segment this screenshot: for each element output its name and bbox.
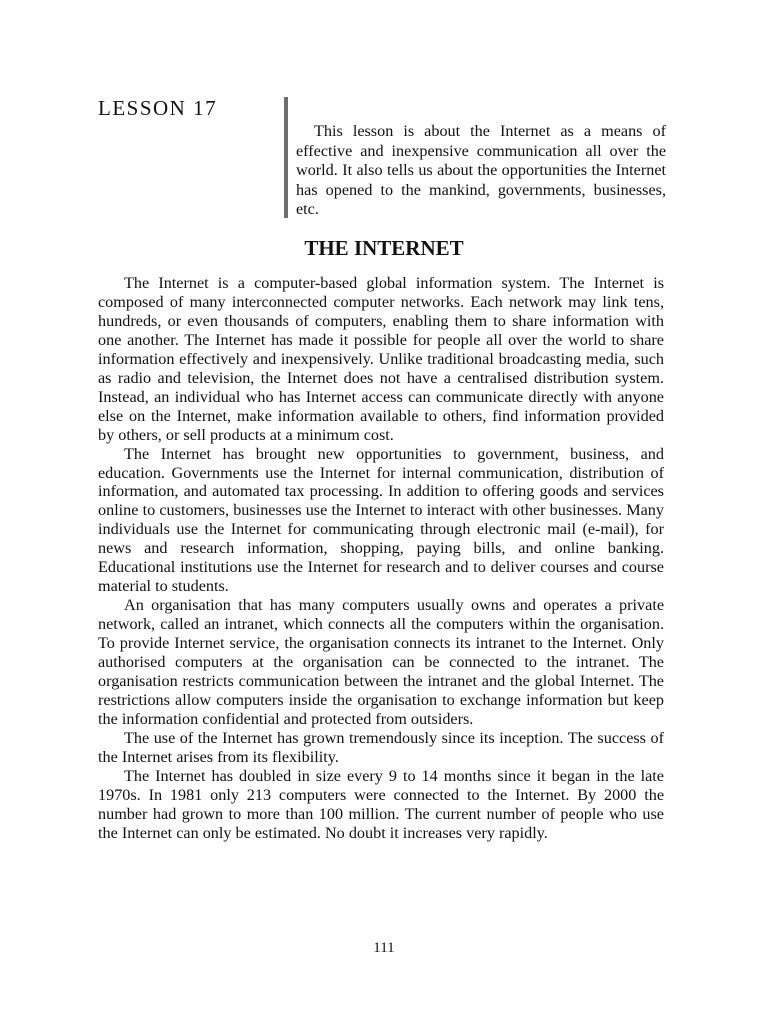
page-title: THE INTERNET xyxy=(304,236,464,260)
intro-accent-bar xyxy=(284,97,288,218)
page-number: 111 xyxy=(373,940,395,956)
paragraph: The use of the Internet has grown tremendously since its inception. The success of the Internet arises from its flexibility. xyxy=(98,728,664,766)
paragraph: The Internet has brought new opportunities to government, business, and education. Governments use the Internet for internal communication, distribution of information, and automated tax processing. In addition to offering goods and services online to customers, businesses use the Internet to interact with other businesses. Many individuals use the Internet for communicating through electronic mail (e-mail), for news and research information, shopping, paying bills, and online banking. Educational institutions use the Internet for research and to deliver courses and course material to students. xyxy=(98,444,664,596)
paragraph: An organisation that has many computers usually owns and operates a private network, called an intranet, which connects all the computers within the organisation. To provide Internet service, the organisation connects its intranet to the Internet. Only authorised computers at the organisation can be connected to the intranet. The organisation restricts communication between the intranet and the global Internet. The restrictions allow computers inside the organisation to exchange information but keep the information confidential and protected from outsiders. xyxy=(98,596,664,728)
paragraph: The Internet is a computer-based global information system. The Internet is composed of many interconnected computer networks. Each network may link tens, hundreds, or even thousands of computers, enabling them to share information with one another. The Internet has made it possible for people all over the world to share information effectively and inexpensively. Unlike traditional broadcasting media, such as radio and television, the Internet does not have a centralised distribution system. Instead, an individual who has Internet access can communicate directly with anyone else on the Internet, make information available to others, find information provided by others, or sell products at a minimum cost. xyxy=(98,274,664,444)
lesson-label: LESSON 17 xyxy=(98,96,218,120)
paragraph: The Internet has doubled in size every 9 to 14 months since it began in the late 1970s. In 1981 only 213 computers were connected to the Internet. By 2000 the number had grown to more than 100 million. The current number of people who use the Internet can only be estimated. No doubt it increases very rapidly. xyxy=(98,766,664,842)
article-body xyxy=(98,274,664,843)
lesson-intro: This lesson is about the Internet as a means of effective and inexpensive communication all over the world. It also tells us about the opportunities the Internet has opened to the mankind, governments, businesses, etc. xyxy=(296,122,666,218)
